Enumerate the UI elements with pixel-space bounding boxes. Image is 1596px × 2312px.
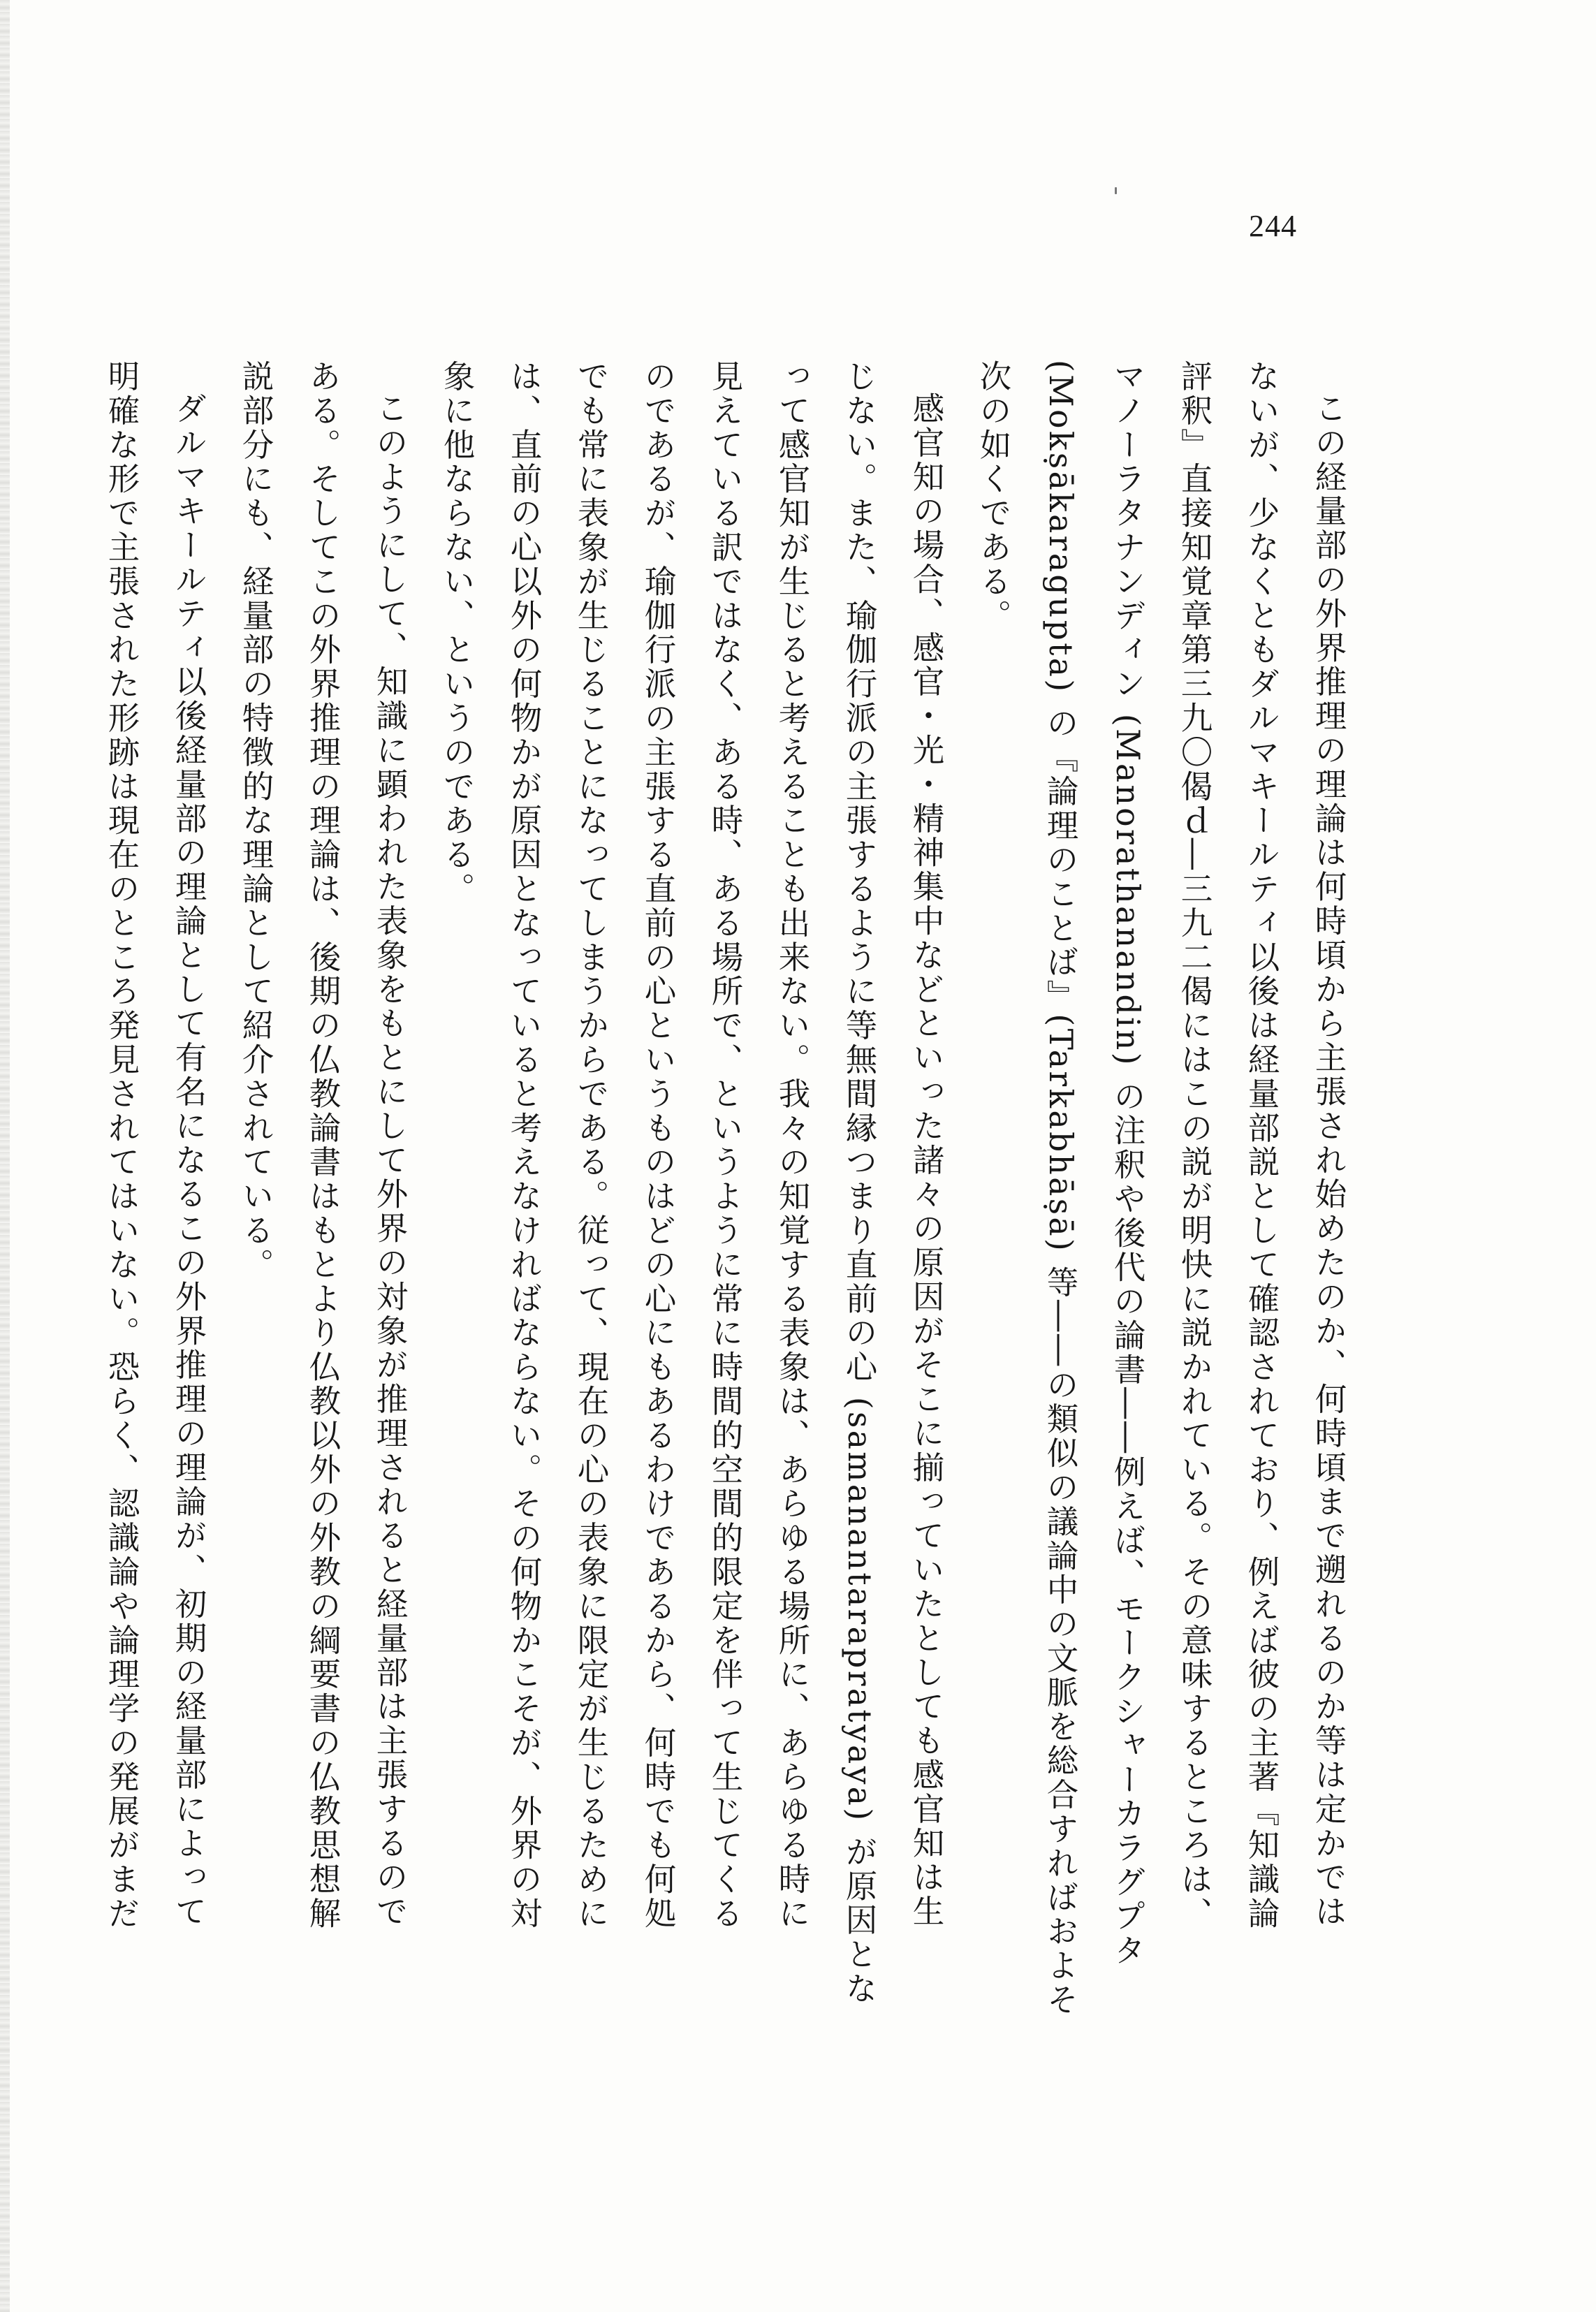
text-line: って感官知が生じると考えることも出来ない。我々の知覚する表象は、あらゆる場所に、あらゆる時に: [774, 360, 811, 1931]
scan-binding-edge: [0, 0, 10, 2312]
dust-speck: [1115, 187, 1117, 194]
text-line: のであるが、瑜伽行派の主張する直前の心というものはどの心にもあるわけであるから、何時でも何処: [640, 360, 677, 1931]
text-line: 明確な形で主張された形跡は現在のところ発見されてはいない。恐らく、認識論や論理学の発展がまだ: [103, 360, 140, 1931]
text-line: じない。また、瑜伽行派の主張するように等無間縁つまり直前の心 (samanantarapratyaya) が原因とな: [841, 360, 878, 2006]
text-line: は、直前の心以外の何物かが原因となっていると考えなければならない。その何物かこそが、外界の対: [506, 360, 543, 1931]
text-line: この経量部の外界推理の理論は何時頃から主張され始めたのか、何時頃まで遡れるのか等は定かでは: [1310, 391, 1347, 1929]
text-line: このようにして、知識に顕われた表象をもとにして外界の対象が推理されると経量部は主張するので: [372, 391, 409, 1929]
text-line: でも常に表象が生じることになってしまうからである。従って、現在の心の表象に限定が生じるために: [573, 360, 610, 1931]
text-line: 次の如くである。: [975, 360, 1012, 634]
text-line: 説部分にも、経量部の特徴的な理論として紹介されている。: [237, 360, 274, 1282]
text-line: 感官知の場合、感官・光・精神集中などといった諸々の原因がそこに揃っていたとしても感官知は生: [908, 391, 945, 1929]
text-line: ないが、少なくともダルマキールティ以後は経量部説として確認されており、例えば彼の主著『知識論: [1243, 360, 1280, 1931]
vertical-body-text: [105, 360, 1362, 2113]
paragraph-2: [423, 360, 960, 2113]
paragraph-4: [88, 360, 222, 2113]
text-line: 象に他ならない、というのである。: [439, 360, 476, 907]
text-line: マノーラタナンディン (Manorathanandin) の注釈や後代の論書――例えば、モークシャーカラグプタ: [1109, 360, 1146, 1968]
text-line: 見えている訳ではなく、ある時、ある場所で、というように常に時間的空間的限定を伴って生じてくる: [707, 360, 744, 1931]
text-line: ある。そしてこの外界推理の理論は、後期の仏教論書はもとより仏教以外の外教の綱要書の仏教思想解: [305, 360, 342, 1931]
text-line: ダルマキールティ以後経量部の理論として有名になるこの外界推理の理論が、初期の経量部によって: [170, 391, 207, 1929]
paragraph-1: [960, 360, 1362, 2113]
text-line: 評釈』直接知覚章第三九〇偈ｄ―三九二偈にはこの説が明快に説かれている。その意味するところは、: [1176, 360, 1213, 1931]
text-line: (Mokṣākaragupta) の『論理のことば』(Tarkabhāṣā) 等――の類似の議論中の文脈を総合すればおよそ: [1042, 360, 1079, 2017]
page-number: 244: [1249, 209, 1297, 243]
paragraph-3: [222, 360, 423, 2113]
